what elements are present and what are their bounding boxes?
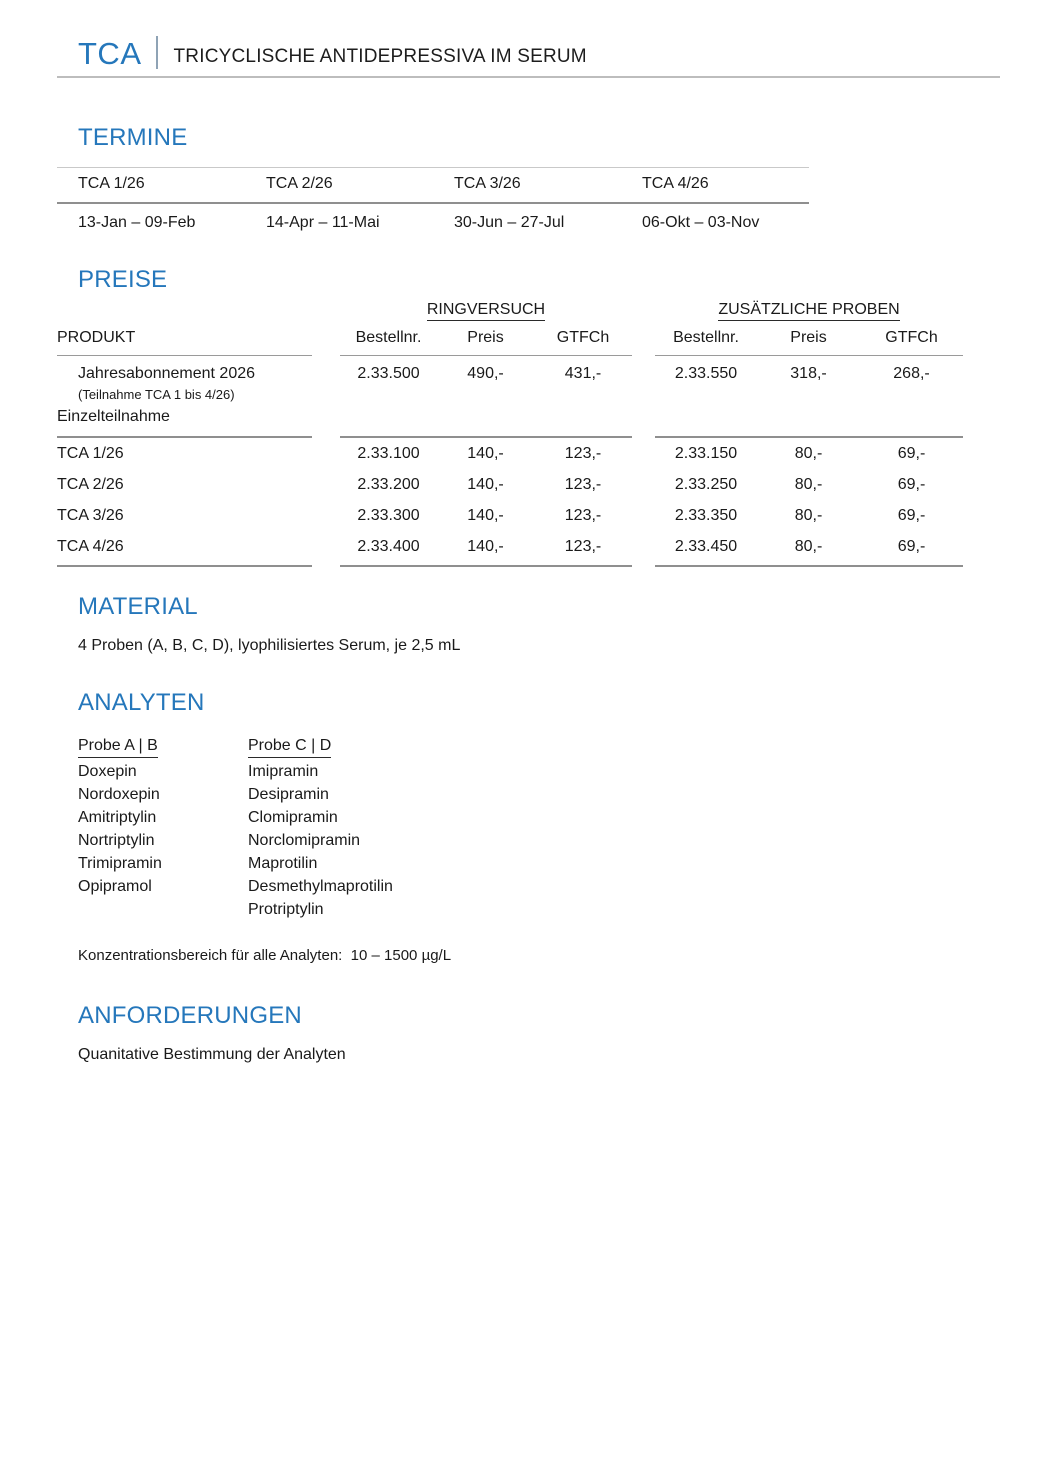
column-header-bestellnr: Bestellnr. bbox=[655, 327, 757, 356]
order-number-cell: 2.33.400 bbox=[340, 531, 437, 566]
group-label-ringversuch: RINGVERSUCH bbox=[427, 301, 545, 321]
order-number-cell: 2.33.450 bbox=[655, 531, 757, 566]
price-table bbox=[57, 301, 963, 567]
analyte-item: Protriptylin bbox=[248, 901, 324, 919]
product-code-logo: TCA bbox=[78, 36, 142, 71]
order-number-cell: 2.33.150 bbox=[674, 445, 738, 463]
gtfch-price-cell: 123,- bbox=[564, 476, 602, 494]
price-cell: 318,- bbox=[790, 365, 827, 383]
analyte-column-label: Probe A | B bbox=[78, 734, 158, 758]
analyte-item: Maprotilin bbox=[248, 855, 318, 873]
price-cell: 80,- bbox=[757, 531, 860, 566]
order-number-cell: 2.33.500 bbox=[357, 365, 420, 383]
column-header-bestellnr: Bestellnr. bbox=[340, 327, 437, 356]
gtfch-price-cell: 69,- bbox=[897, 445, 926, 463]
analyte-item: Trimipramin bbox=[78, 855, 162, 873]
termine-dates-row bbox=[57, 203, 809, 234]
analyte-item: Doxepin bbox=[78, 763, 137, 781]
analyte-columns bbox=[78, 734, 1038, 921]
termine-col-header: TCA 4/26 bbox=[621, 167, 809, 203]
table-row bbox=[57, 531, 963, 566]
price-cell: 80,- bbox=[794, 476, 823, 494]
analyte-item: Amitriptylin bbox=[78, 809, 157, 827]
header-divider bbox=[156, 36, 158, 69]
price-header-row bbox=[57, 327, 963, 356]
termine-table bbox=[57, 167, 809, 234]
analyte-column-probe-c-d bbox=[248, 734, 393, 921]
product-name: TCA 3/26 bbox=[57, 507, 124, 525]
gtfch-price-cell: 69,- bbox=[897, 476, 926, 494]
order-number-cell: 2.33.100 bbox=[357, 445, 420, 463]
table-row bbox=[57, 469, 963, 500]
price-cell: 80,- bbox=[794, 445, 823, 463]
product-name: TCA 4/26 bbox=[57, 531, 312, 566]
analyte-item: Nordoxepin bbox=[78, 786, 160, 804]
order-number-cell: 2.33.350 bbox=[674, 507, 738, 525]
termine-date: 30-Jun – 27-Jul bbox=[454, 213, 565, 231]
gtfch-price-cell: 123,- bbox=[534, 531, 632, 566]
gtfch-price-cell: 69,- bbox=[860, 531, 963, 566]
termine-date: 14-Apr – 11-Mai bbox=[266, 213, 380, 231]
gtfch-price-cell: 268,- bbox=[893, 365, 930, 383]
price-cell: 140,- bbox=[467, 445, 504, 463]
price-group-label-row bbox=[57, 301, 963, 327]
header-rule bbox=[57, 76, 1000, 78]
analyte-column-label: Probe C | D bbox=[248, 734, 331, 758]
section-heading-anforderungen: ANFORDERUNGEN bbox=[78, 1002, 302, 1030]
analyte-item: Opipramol bbox=[78, 878, 152, 896]
section-heading-termine: TERMINE bbox=[78, 124, 188, 151]
price-cell: 80,- bbox=[794, 507, 823, 525]
termine-col-header: TCA 1/26 bbox=[57, 167, 245, 203]
analyte-list-c-d bbox=[248, 760, 393, 921]
termine-col-header: TCA 3/26 bbox=[433, 167, 621, 203]
price-cell: 140,- bbox=[467, 507, 504, 525]
analyte-list-a-b bbox=[78, 760, 248, 898]
termine-col-header: TCA 2/26 bbox=[245, 167, 433, 203]
table-row-einzelteilnahme bbox=[57, 405, 963, 437]
order-number-cell: 2.33.300 bbox=[357, 507, 420, 525]
analyte-item: Norclomipramin bbox=[248, 832, 361, 850]
table-row-abonnement bbox=[57, 356, 963, 406]
product-name: Jahresabonnement 2026 bbox=[78, 365, 256, 383]
order-number-cell: 2.33.200 bbox=[357, 476, 420, 494]
termine-date: 13-Jan – 09-Feb bbox=[78, 213, 196, 231]
gtfch-price-cell: 123,- bbox=[564, 507, 602, 525]
product-name: TCA 2/26 bbox=[57, 476, 124, 494]
table-row bbox=[57, 500, 963, 531]
page-title: TRICYCLISCHE ANTIDEPRESSIVA IM SERUM bbox=[173, 46, 587, 67]
analyte-column-probe-a-b bbox=[78, 734, 248, 921]
analyte-item: Clomipramin bbox=[248, 809, 338, 827]
analyte-item: Desmethylmaprotilin bbox=[248, 878, 393, 896]
section-heading-material: MATERIAL bbox=[78, 593, 198, 621]
table-row bbox=[57, 437, 963, 469]
price-cell: 140,- bbox=[467, 476, 504, 494]
page-header bbox=[0, 0, 1038, 69]
product-name: TCA 1/26 bbox=[57, 445, 124, 463]
analyte-item: Nortriptylin bbox=[78, 832, 155, 850]
column-header-gtfch: GTFCh bbox=[860, 327, 963, 356]
gtfch-price-cell: 431,- bbox=[564, 365, 602, 383]
column-header-preis: Preis bbox=[437, 327, 534, 356]
price-cell: 140,- bbox=[437, 531, 534, 566]
column-header-preis: Preis bbox=[757, 327, 860, 356]
material-text: 4 Proben (A, B, C, D), lyophilisiertes Serum, je 2,5 mL bbox=[78, 636, 461, 654]
gtfch-price-cell: 69,- bbox=[897, 507, 926, 525]
price-cell: 490,- bbox=[467, 365, 504, 383]
group-label-zusaetzliche-proben: ZUSÄTZLICHE PROBEN bbox=[718, 301, 899, 321]
gtfch-price-cell: 123,- bbox=[564, 445, 602, 463]
analyte-item: Imipramin bbox=[248, 763, 319, 781]
subsection-label: Einzelteilnahme bbox=[57, 405, 312, 437]
order-number-cell: 2.33.550 bbox=[674, 365, 738, 383]
termine-date: 06-Okt – 03-Nov bbox=[642, 213, 760, 231]
concentration-range-note: Konzentrationsbereich für alle Analyten: 10 – 1500 µg/L bbox=[78, 947, 452, 965]
section-heading-preise: PREISE bbox=[78, 265, 168, 293]
column-header-produkt: PRODUKT bbox=[57, 327, 312, 356]
anforderungen-text: Quanitative Bestimmung der Analyten bbox=[78, 1045, 346, 1063]
column-header-gtfch: GTFCh bbox=[534, 327, 632, 356]
order-number-cell: 2.33.250 bbox=[674, 476, 738, 494]
termine-header-row bbox=[57, 167, 809, 203]
product-note: (Teilnahme TCA 1 bis 4/26) bbox=[78, 387, 235, 403]
analyte-item: Desipramin bbox=[248, 786, 329, 804]
section-heading-analyten: ANALYTEN bbox=[78, 688, 205, 716]
